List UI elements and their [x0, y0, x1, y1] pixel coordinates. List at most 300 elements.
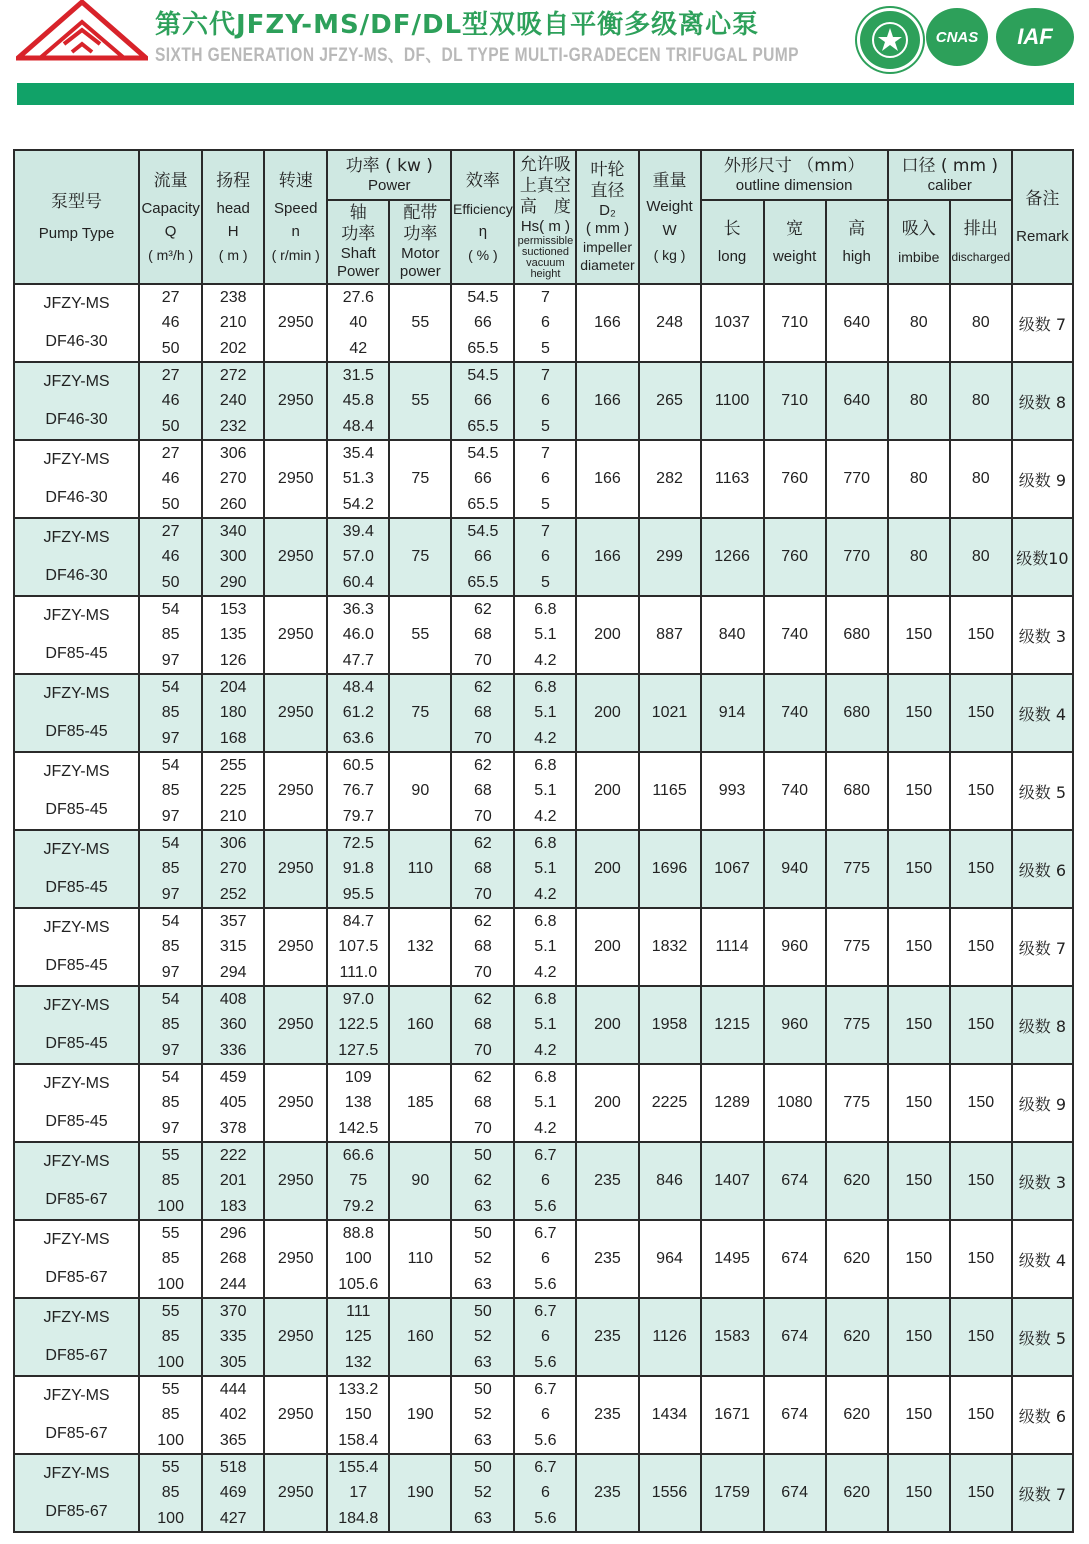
- cell-npsh: [514, 1220, 576, 1298]
- cell-pump-type: [14, 518, 139, 596]
- cell-speed: 2950: [264, 986, 327, 1064]
- cell-speed: 2950: [264, 362, 327, 440]
- table-cell-value: 365: [219, 1431, 247, 1449]
- cell-npsh: [514, 908, 576, 986]
- table-cell-value: 5.1: [534, 704, 557, 722]
- table-cell-value: 336: [219, 1041, 247, 1059]
- table-cell-value: 85: [161, 1250, 180, 1268]
- cell-discharged: 150: [950, 674, 1012, 752]
- cell-discharged: 80: [950, 284, 1012, 362]
- cell-npsh: [514, 284, 576, 362]
- table-row: [14, 518, 1073, 596]
- table-row: [14, 596, 1073, 674]
- cell-shaft-power: [327, 284, 389, 362]
- cell-wide: 760: [764, 440, 826, 518]
- table-cell-value: 48.4: [342, 679, 374, 697]
- table-row: [14, 1376, 1073, 1454]
- table-cell-value: 97: [161, 963, 180, 981]
- table-cell-value: 85: [161, 1406, 180, 1424]
- cell-impeller: 166: [576, 362, 638, 440]
- table-cell-value: 62: [473, 679, 492, 697]
- table-cell-value: 55: [161, 1459, 180, 1477]
- cell-capacity: [139, 752, 202, 830]
- cell-remark: 级数 9: [1012, 440, 1073, 518]
- table-cell-value: 55: [161, 1225, 180, 1243]
- table-cell-value: 66: [473, 470, 492, 488]
- cell-capacity: [139, 908, 202, 986]
- cell-speed: 2950: [264, 596, 327, 674]
- cell-efficiency: [451, 1376, 514, 1454]
- cnas-badge: CNAS: [926, 8, 988, 66]
- table-cell-value: 45.8: [342, 392, 374, 410]
- table-cell-value: 46.0: [342, 626, 374, 644]
- header-divider: [17, 83, 1074, 105]
- cell-discharged: 80: [950, 440, 1012, 518]
- cell-long: 1266: [701, 518, 764, 596]
- col-motor-power: 配带 功率 Motor power: [389, 200, 451, 284]
- table-cell-value: 79.7: [342, 807, 374, 825]
- cell-npsh: [514, 596, 576, 674]
- table-cell-value: 70: [473, 885, 492, 903]
- cell-capacity: [139, 518, 202, 596]
- pump-series: JFZY-MS: [43, 295, 110, 312]
- cell-npsh: [514, 1064, 576, 1142]
- cell-wide: 940: [764, 830, 826, 908]
- table-cell-value: 70: [473, 729, 492, 747]
- cell-motor-power: 75: [389, 518, 451, 596]
- table-cell-value: 469: [219, 1484, 247, 1502]
- pump-model: DF85-67: [45, 1425, 108, 1442]
- cell-impeller: 200: [576, 830, 638, 908]
- cell-pump-type: [14, 674, 139, 752]
- cell-weight: 265: [639, 362, 701, 440]
- table-cell-value: 335: [219, 1328, 247, 1346]
- table-cell-value: 306: [219, 835, 247, 853]
- cell-imbibe: 150: [888, 1376, 950, 1454]
- cell-discharged: 150: [950, 986, 1012, 1064]
- table-cell-value: 68: [473, 704, 492, 722]
- cell-remark: 级数 7: [1012, 908, 1073, 986]
- cell-capacity: [139, 1220, 202, 1298]
- table-row: [14, 1064, 1073, 1142]
- cell-pump-type: [14, 752, 139, 830]
- table-row: [14, 362, 1073, 440]
- table-cell-value: 97: [161, 1119, 180, 1137]
- table-cell-value: 6: [540, 1172, 550, 1190]
- cell-capacity: [139, 1064, 202, 1142]
- cell-impeller: 200: [576, 908, 638, 986]
- table-cell-value: 65.5: [467, 417, 499, 435]
- cell-shaft-power: [327, 674, 389, 752]
- cell-wide: 740: [764, 752, 826, 830]
- cell-wide: 740: [764, 596, 826, 674]
- cell-pump-type: [14, 362, 139, 440]
- cell-speed: 2950: [264, 908, 327, 986]
- table-cell-value: 315: [219, 938, 247, 956]
- table-cell-value: 360: [219, 1016, 247, 1034]
- table-cell-value: 68: [473, 626, 492, 644]
- cell-speed: 2950: [264, 830, 327, 908]
- table-body: [14, 284, 1073, 1532]
- cell-remark: 级数 8: [1012, 362, 1073, 440]
- col-npsh: 允许吸 上真空 高 度 Hs( m ) permissible suctioned vacuum height: [514, 150, 576, 284]
- cell-remark: 级数 5: [1012, 752, 1073, 830]
- table-row: [14, 908, 1073, 986]
- table-cell-value: 210: [219, 807, 247, 825]
- cell-speed: 2950: [264, 752, 327, 830]
- cell-speed: 2950: [264, 1142, 327, 1220]
- table-cell-value: 5.1: [534, 626, 557, 644]
- table-cell-value: 65.5: [467, 573, 499, 591]
- cell-high: 620: [826, 1142, 888, 1220]
- cell-high: 640: [826, 362, 888, 440]
- cell-shaft-power: [327, 596, 389, 674]
- table-cell-value: 127.5: [338, 1041, 379, 1059]
- table-cell-value: 97.0: [342, 991, 374, 1009]
- iaf-badge: IAF: [996, 8, 1074, 66]
- table-cell-value: 68: [473, 1094, 492, 1112]
- cell-motor-power: 110: [389, 830, 451, 908]
- table-row: [14, 284, 1073, 362]
- table-cell-value: 6.7: [534, 1225, 557, 1243]
- cell-motor-power: 190: [389, 1376, 451, 1454]
- table-cell-value: 84.7: [342, 913, 374, 931]
- cell-wide: 674: [764, 1142, 826, 1220]
- table-cell-value: 85: [161, 782, 180, 800]
- cell-capacity: [139, 362, 202, 440]
- table-cell-value: 50: [473, 1225, 492, 1243]
- table-cell-value: 4.2: [534, 651, 557, 669]
- table-row: [14, 830, 1073, 908]
- cell-shaft-power: [327, 1064, 389, 1142]
- table-cell-value: 100: [157, 1353, 184, 1371]
- cell-speed: 2950: [264, 1298, 327, 1376]
- cell-pump-type: [14, 1376, 139, 1454]
- cell-discharged: 150: [950, 596, 1012, 674]
- cell-imbibe: 80: [888, 440, 950, 518]
- cell-remark: 级数 7: [1012, 284, 1073, 362]
- cell-speed: 2950: [264, 1220, 327, 1298]
- cell-motor-power: 55: [389, 596, 451, 674]
- table-cell-value: 47.7: [342, 651, 374, 669]
- cell-wide: 710: [764, 362, 826, 440]
- table-cell-value: 79.2: [342, 1197, 374, 1215]
- table-cell-value: 5.1: [534, 1016, 557, 1034]
- table-cell-value: 70: [473, 651, 492, 669]
- page-subtitle: SIXTH GENERATION JFZY-MS、DF、DL TYPE MULTI-GRADECEN TRIFUGAL PUMP: [155, 45, 799, 66]
- pump-series: JFZY-MS: [43, 529, 110, 546]
- table-cell-value: 153: [219, 601, 247, 619]
- table-cell-value: 6.8: [534, 1069, 557, 1087]
- cell-weight: 1126: [639, 1298, 701, 1376]
- cell-shaft-power: [327, 1220, 389, 1298]
- table-cell-value: 39.4: [342, 523, 374, 541]
- table-cell-value: 6: [540, 1484, 550, 1502]
- cell-discharged: 150: [950, 830, 1012, 908]
- pump-series: JFZY-MS: [43, 451, 110, 468]
- cell-speed: 2950: [264, 674, 327, 752]
- cell-head: [202, 596, 264, 674]
- table-cell-value: 68: [473, 1016, 492, 1034]
- cell-motor-power: 55: [389, 284, 451, 362]
- table-cell-value: 5.6: [534, 1353, 557, 1371]
- col-weight: 重量 Weight W ( kg ): [639, 150, 701, 284]
- cell-head: [202, 674, 264, 752]
- table-cell-value: 55: [161, 1381, 180, 1399]
- table-cell-value: 65.5: [467, 339, 499, 357]
- cell-head: [202, 440, 264, 518]
- cell-npsh: [514, 1376, 576, 1454]
- table-cell-value: 54: [161, 679, 180, 697]
- table-cell-value: 6: [540, 1250, 550, 1268]
- cell-head: [202, 908, 264, 986]
- cell-impeller: 235: [576, 1454, 638, 1532]
- cell-discharged: 150: [950, 1454, 1012, 1532]
- table-cell-value: 5.1: [534, 1094, 557, 1112]
- cell-wide: 740: [764, 674, 826, 752]
- table-cell-value: 27: [161, 289, 180, 307]
- cell-impeller: 235: [576, 1220, 638, 1298]
- cell-remark: 级数10: [1012, 518, 1073, 596]
- cell-long: 1407: [701, 1142, 764, 1220]
- table-cell-value: 6: [540, 392, 550, 410]
- table-cell-value: 97: [161, 885, 180, 903]
- table-cell-value: 85: [161, 704, 180, 722]
- cell-motor-power: 75: [389, 674, 451, 752]
- table-row: [14, 1298, 1073, 1376]
- cell-wide: 674: [764, 1298, 826, 1376]
- table-cell-value: 85: [161, 626, 180, 644]
- table-cell-value: 184.8: [338, 1509, 379, 1527]
- table-cell-value: 52: [473, 1328, 492, 1346]
- cell-efficiency: [451, 518, 514, 596]
- table-cell-value: 54.5: [467, 445, 499, 463]
- cell-high: 775: [826, 830, 888, 908]
- cell-discharged: 150: [950, 752, 1012, 830]
- table-cell-value: 5: [540, 417, 550, 435]
- table-cell-value: 52: [473, 1406, 492, 1424]
- col-power-group: 功率 ( kw ) Power: [327, 150, 451, 200]
- table-cell-value: 7: [540, 445, 550, 463]
- cell-pump-type: [14, 1064, 139, 1142]
- pump-model: DF85-45: [45, 957, 108, 974]
- table-row: [14, 440, 1073, 518]
- cell-shaft-power: [327, 362, 389, 440]
- table-cell-value: 5.1: [534, 860, 557, 878]
- table-cell-value: 63: [473, 1275, 492, 1293]
- pump-model: DF85-45: [45, 723, 108, 740]
- cell-shaft-power: [327, 1142, 389, 1220]
- table-cell-value: 54: [161, 835, 180, 853]
- cell-pump-type: [14, 1142, 139, 1220]
- cell-npsh: [514, 986, 576, 1064]
- table-cell-value: 252: [219, 885, 247, 903]
- pump-series: JFZY-MS: [43, 1231, 110, 1248]
- table-cell-value: 4.2: [534, 807, 557, 825]
- table-cell-value: 272: [219, 367, 247, 385]
- table-cell-value: 27: [161, 445, 180, 463]
- col-efficiency: 效率 Efficiency η ( % ): [451, 150, 514, 284]
- cell-capacity: [139, 1142, 202, 1220]
- table-cell-value: 27: [161, 367, 180, 385]
- cell-efficiency: [451, 830, 514, 908]
- table-cell-value: 50: [161, 495, 180, 513]
- pump-model: DF46-30: [45, 411, 108, 428]
- cell-pump-type: [14, 1298, 139, 1376]
- cell-weight: 299: [639, 518, 701, 596]
- cell-pump-type: [14, 986, 139, 1064]
- cell-capacity: [139, 284, 202, 362]
- table-cell-value: 290: [219, 573, 247, 591]
- table-cell-value: 85: [161, 1328, 180, 1346]
- table-cell-value: 204: [219, 679, 247, 697]
- table-cell-value: 240: [219, 392, 247, 410]
- table-cell-value: 132: [344, 1353, 372, 1371]
- cell-high: 775: [826, 908, 888, 986]
- cell-npsh: [514, 440, 576, 518]
- table-cell-value: 65.5: [467, 495, 499, 513]
- table-cell-value: 125: [344, 1328, 372, 1346]
- cell-speed: 2950: [264, 1376, 327, 1454]
- table-cell-value: 4.2: [534, 963, 557, 981]
- table-cell-value: 97: [161, 729, 180, 747]
- cell-long: 1114: [701, 908, 764, 986]
- cell-shaft-power: [327, 752, 389, 830]
- cell-long: 993: [701, 752, 764, 830]
- table-cell-value: 202: [219, 339, 247, 357]
- cell-weight: 964: [639, 1220, 701, 1298]
- table-cell-value: 66: [473, 548, 492, 566]
- cell-high: 775: [826, 1064, 888, 1142]
- table-cell-value: 305: [219, 1353, 247, 1371]
- table-cell-value: 296: [219, 1225, 247, 1243]
- table-cell-value: 111: [346, 1303, 371, 1321]
- pump-series: JFZY-MS: [43, 997, 110, 1014]
- table-cell-value: 70: [473, 1119, 492, 1137]
- cell-weight: 282: [639, 440, 701, 518]
- cell-weight: 1556: [639, 1454, 701, 1532]
- cell-imbibe: 150: [888, 1454, 950, 1532]
- pump-series: JFZY-MS: [43, 373, 110, 390]
- table-cell-value: 50: [473, 1303, 492, 1321]
- pump-model: DF46-30: [45, 489, 108, 506]
- pump-model: DF85-67: [45, 1347, 108, 1364]
- table-cell-value: 54.5: [467, 523, 499, 541]
- cell-pump-type: [14, 830, 139, 908]
- cell-npsh: [514, 362, 576, 440]
- page-title: 第六代JFZY-MS/DF/DL型双吸自平衡多级离心泵: [155, 10, 760, 40]
- cell-shaft-power: [327, 908, 389, 986]
- pump-series: JFZY-MS: [43, 1387, 110, 1404]
- table-cell-value: 405: [219, 1094, 247, 1112]
- cell-wide: 760: [764, 518, 826, 596]
- table-cell-value: 50: [161, 339, 180, 357]
- cell-capacity: [139, 596, 202, 674]
- cell-imbibe: 150: [888, 752, 950, 830]
- table-cell-value: 66: [473, 314, 492, 332]
- table-cell-value: 63: [473, 1353, 492, 1371]
- table-cell-value: 100: [157, 1431, 184, 1449]
- cell-speed: 2950: [264, 1064, 327, 1142]
- table-cell-value: 54.5: [467, 289, 499, 307]
- table-cell-value: 294: [219, 963, 247, 981]
- table-cell-value: 85: [161, 1172, 180, 1190]
- table-row: [14, 1454, 1073, 1532]
- table-cell-value: 91.8: [342, 860, 374, 878]
- table-cell-value: 62: [473, 1069, 492, 1087]
- cell-shaft-power: [327, 518, 389, 596]
- table-cell-value: 88.8: [342, 1225, 374, 1243]
- table-cell-value: 63: [473, 1509, 492, 1527]
- col-remark: 备注 Remark: [1012, 150, 1073, 284]
- table-cell-value: 270: [219, 860, 247, 878]
- table-row: [14, 1220, 1073, 1298]
- table-cell-value: 54: [161, 601, 180, 619]
- cell-capacity: [139, 674, 202, 752]
- page-header: [0, 0, 1089, 110]
- cell-motor-power: 190: [389, 1454, 451, 1532]
- cell-discharged: 150: [950, 1298, 1012, 1376]
- table-cell-value: 76.7: [342, 782, 374, 800]
- table-cell-value: 5.1: [534, 938, 557, 956]
- cell-motor-power: 160: [389, 986, 451, 1064]
- table-cell-value: 6.8: [534, 601, 557, 619]
- table-cell-value: 36.3: [342, 601, 374, 619]
- cell-speed: 2950: [264, 1454, 327, 1532]
- cell-impeller: 235: [576, 1376, 638, 1454]
- table-cell-value: 4.2: [534, 885, 557, 903]
- cell-high: 620: [826, 1220, 888, 1298]
- table-cell-value: 5.1: [534, 782, 557, 800]
- cell-remark: 级数 5: [1012, 1298, 1073, 1376]
- table-cell-value: 6: [540, 314, 550, 332]
- cell-imbibe: 80: [888, 518, 950, 596]
- table-cell-value: 97: [161, 651, 180, 669]
- cell-imbibe: 150: [888, 674, 950, 752]
- cell-long: 1037: [701, 284, 764, 362]
- table-cell-value: 85: [161, 938, 180, 956]
- table-cell-value: 268: [219, 1250, 247, 1268]
- cell-capacity: [139, 1298, 202, 1376]
- table-cell-value: 5.6: [534, 1431, 557, 1449]
- table-cell-value: 135: [219, 626, 247, 644]
- cell-imbibe: 150: [888, 830, 950, 908]
- col-caliber-group: 口径 ( mm ) caliber: [888, 150, 1012, 200]
- cell-motor-power: 160: [389, 1298, 451, 1376]
- pump-series: JFZY-MS: [43, 1309, 110, 1326]
- cell-head: [202, 284, 264, 362]
- cell-npsh: [514, 1298, 576, 1376]
- cell-efficiency: [451, 1220, 514, 1298]
- cell-pump-type: [14, 596, 139, 674]
- cell-long: 914: [701, 674, 764, 752]
- table-cell-value: 6.7: [534, 1381, 557, 1399]
- cell-head: [202, 518, 264, 596]
- table-cell-value: 85: [161, 1094, 180, 1112]
- cell-high: 620: [826, 1376, 888, 1454]
- table-cell-value: 46: [161, 314, 180, 332]
- cell-impeller: 166: [576, 440, 638, 518]
- cell-discharged: 150: [950, 1064, 1012, 1142]
- cell-impeller: 200: [576, 674, 638, 752]
- cell-shaft-power: [327, 1298, 389, 1376]
- cell-long: 1495: [701, 1220, 764, 1298]
- table-cell-value: 54: [161, 913, 180, 931]
- cell-remark: 级数 8: [1012, 986, 1073, 1064]
- cell-impeller: 200: [576, 596, 638, 674]
- table-cell-value: 518: [219, 1459, 247, 1477]
- cell-discharged: 150: [950, 1142, 1012, 1220]
